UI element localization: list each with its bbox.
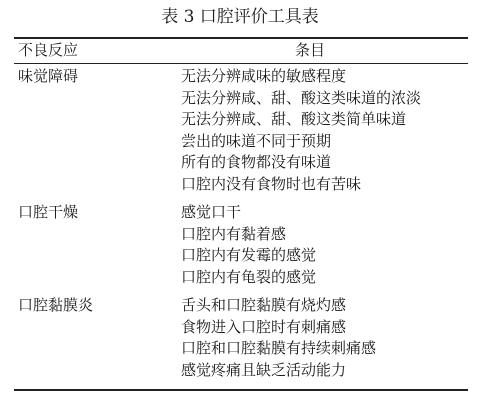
- group-category: 口腔干燥: [18, 203, 79, 221]
- table-item: 无法分辨咸味的敏感程度: [181, 67, 347, 85]
- group-item-list: [181, 295, 376, 381]
- header-category: 不良反应: [18, 41, 79, 59]
- table-item: 无法分辨咸、甜、酸这类味道的浓淡: [181, 88, 422, 107]
- table-item: 食物进入口腔时有刺痛感: [181, 317, 347, 336]
- table-item: 口腔内有黏着感: [181, 224, 287, 243]
- table-title: 表 3 口腔评价工具表: [161, 7, 319, 27]
- table-item: 口腔内有龟裂的感觉: [181, 267, 317, 286]
- table-item: 所有的食物都没有味道: [181, 153, 332, 171]
- table-item: 感觉口干: [181, 203, 242, 221]
- table-item: 口腔内没有食物时也有苦味: [181, 174, 362, 193]
- group-category: 味觉障碍: [18, 67, 79, 85]
- group-item-list: [181, 66, 421, 195]
- table-item: 无法分辨咸、甜、酸这类简单味道: [181, 110, 407, 128]
- group-item-list: [181, 202, 316, 288]
- header-rule: [14, 63, 468, 64]
- table-item: 口腔内有发霉的感觉: [181, 246, 317, 264]
- table-item: 尝出的味道不同于预期: [181, 131, 332, 150]
- table-item: 感觉疼痛且缺乏活动能力: [181, 360, 347, 379]
- header-items: 条目: [295, 41, 326, 59]
- bottom-rule: [14, 389, 468, 391]
- table-item: 舌头和口腔黏膜有烧灼感: [181, 296, 347, 314]
- table-item: 口腔和口腔黏膜有持续刺痛感: [181, 339, 377, 357]
- group-category: 口腔黏膜炎: [18, 296, 94, 314]
- top-rule: [14, 37, 468, 39]
